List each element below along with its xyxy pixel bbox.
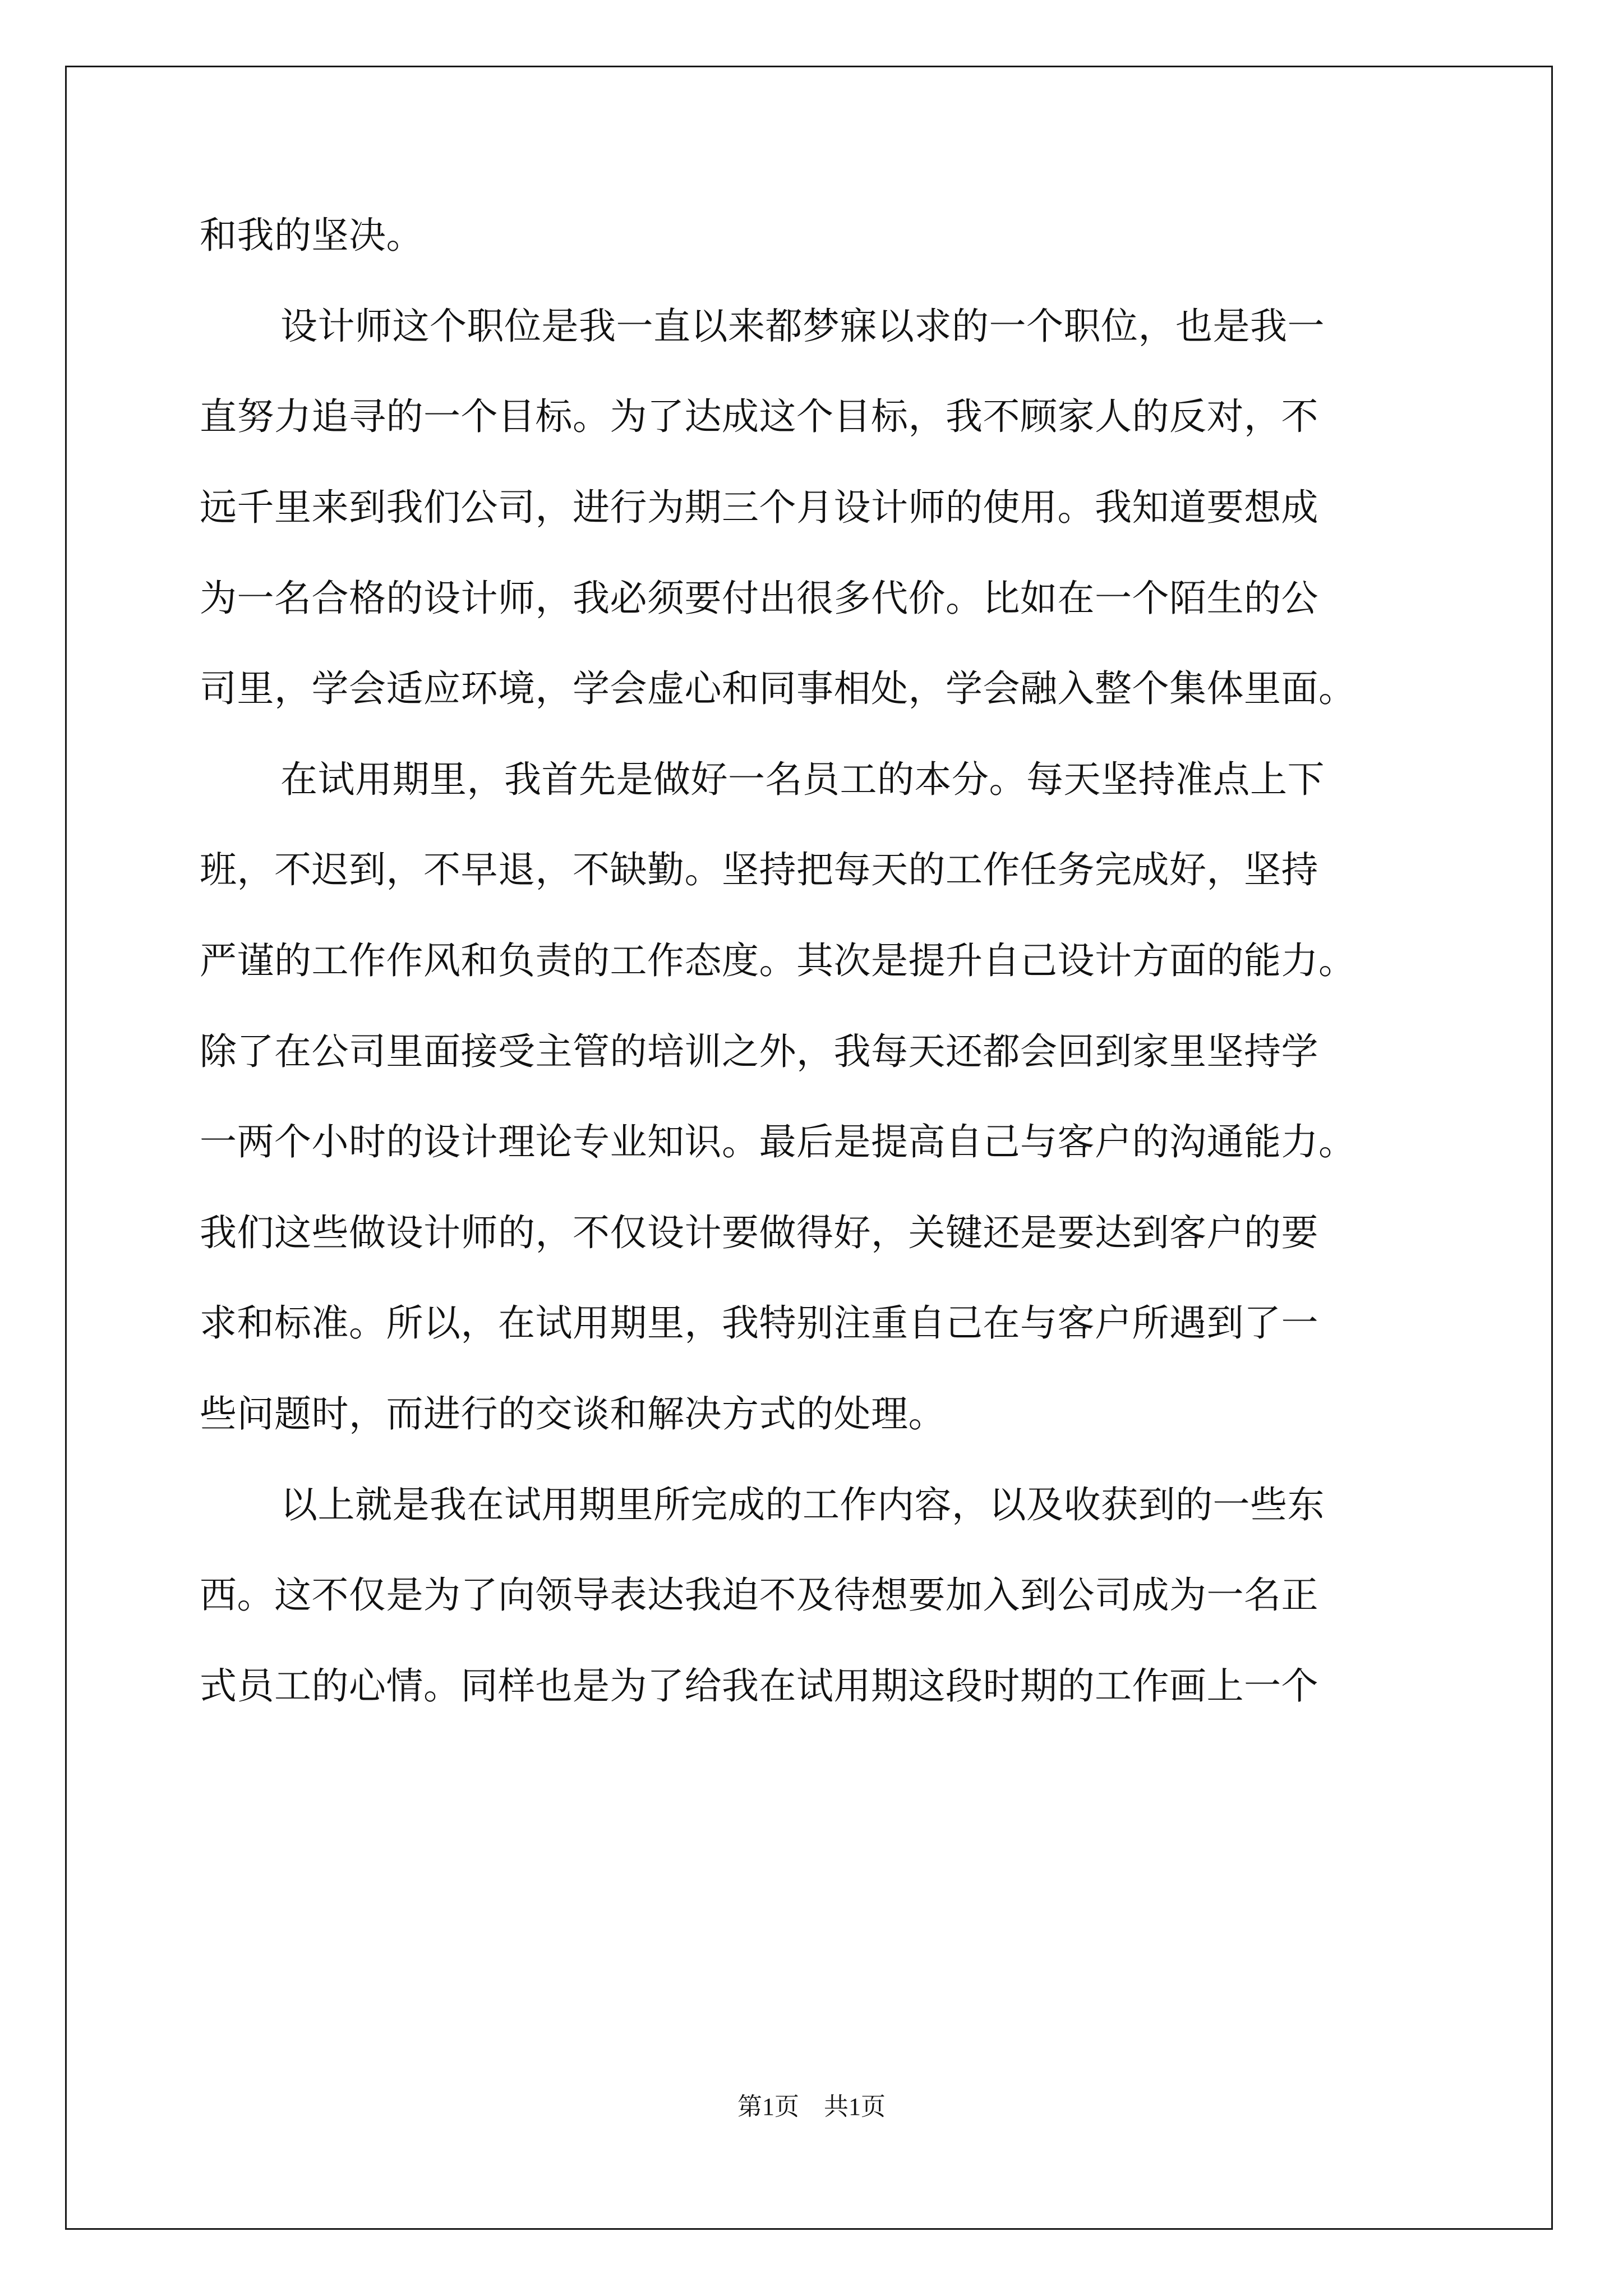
text-line: 除了在公司里面接受主管的培训之外，我每天还都会回到家里坚持学 xyxy=(200,1030,1318,1073)
text-line: 为一名合格的设计师，我必须要付出很多代价。比如在一个陌生的公 xyxy=(200,577,1318,620)
text-line: 我们这些做设计师的，不仅设计要做得好，关键还是要达到客户的要 xyxy=(200,1211,1318,1254)
text-line: 远千里来到我们公司，进行为期三个月设计师的使用。我知道要想成 xyxy=(200,486,1318,529)
text-line: 些问题时，而进行的交谈和解决方式的处理。 xyxy=(200,1392,946,1435)
text-line: 和我的坚决。 xyxy=(200,214,423,257)
page-number: 第1页 xyxy=(737,2093,799,2120)
paragraph-first-line: 设计师这个职位是我一直以来都梦寐以求的一个职位，也是我一 xyxy=(280,305,1325,348)
text-line: 一两个小时的设计理论专业知识。最后是提高自己与客户的沟通能力。 xyxy=(200,1120,1356,1163)
page-footer xyxy=(0,2091,1623,2123)
text-line: 西。这不仅是为了向领导表达我迫不及待想要加入到公司成为一名正 xyxy=(200,1573,1318,1617)
text-line: 式员工的心情。同样也是为了给我在试用期这段时期的工作画上一个 xyxy=(200,1664,1318,1708)
text-line: 求和标准。所以，在试用期里，我特别注重自己在与客户所遇到了一 xyxy=(200,1301,1318,1345)
paragraph-first-line: 以上就是我在试用期里所完成的工作内容，以及收获到的一些东 xyxy=(280,1483,1325,1526)
page-total: 共1页 xyxy=(824,2093,886,2120)
paragraph-first-line: 在试用期里，我首先是做好一名员工的本分。每天坚持准点上下 xyxy=(280,758,1325,801)
text-line: 班，不迟到，不早退，不缺勤。坚持把每天的工作任务完成好，坚持 xyxy=(200,848,1318,891)
text-line: 严谨的工作作风和负责的工作态度。其次是提升自己设计方面的能力。 xyxy=(200,939,1356,982)
text-line: 直努力追寻的一个目标。为了达成这个目标，我不顾家人的反对，不 xyxy=(200,395,1318,438)
text-line: 司里，学会适应环境，学会虚心和同事相处，学会融入整个集体里面。 xyxy=(200,667,1356,710)
